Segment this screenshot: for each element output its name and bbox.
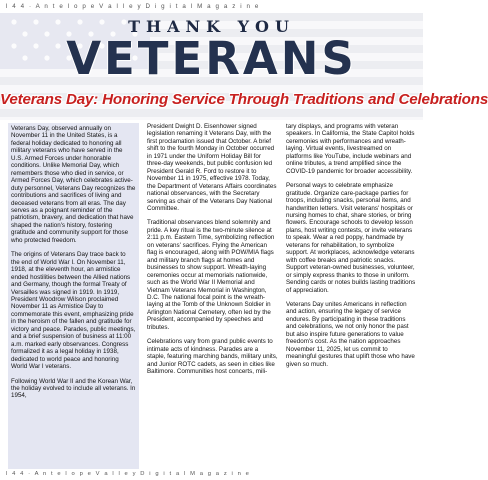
paragraph: tary displays, and programs with veteran speakers. In California, the State Capitol holds ceremonies with performances and wreath-laying. Virtual events, livestreamed on platforms like YouTube, include webinars and online tributes, a trend amplified since the COVID-19 pandemic for broader accessibility. bbox=[286, 123, 415, 175]
footer-text: l 4 4 · A n t e l o p e V a l l e y D i g i t a l M a g a z i n e bbox=[6, 471, 251, 477]
paragraph: Following World War II and the Korean War, the holiday evolved to include all veterans. In 1954, bbox=[11, 377, 136, 400]
page-footer bbox=[0, 471, 423, 480]
veterans-title: VETERANS bbox=[66, 32, 357, 85]
hero-banner bbox=[0, 13, 488, 120]
article-column-1 bbox=[8, 123, 139, 469]
page-header bbox=[0, 0, 423, 13]
article-column-3 bbox=[286, 123, 417, 469]
thank-you-heading: THANK YOU bbox=[128, 17, 295, 36]
paragraph: Veterans Day unites Americans in reflection and action, ensuring the legacy of service endures. By participating in these traditions and celebrations, we not only honor the past but also inspire future generations to value freedom's cost. As the nation approaches November 11, 2025, let us commit to meaningful gestures that uplift those who have given so much. bbox=[286, 300, 415, 368]
header-text: l 4 4 · A n t e l o p e V a l l e y D i g i t a l M a g a z i n e bbox=[6, 3, 260, 10]
article-body bbox=[8, 123, 417, 469]
paragraph: Traditional observances blend solemnity and pride. A key ritual is the two-minute silence at 2:11 p.m. Eastern Time, symbolizing reflection on veterans' sacrifices. Flying the American flag is encouraged, along with POW/MIA flags and military branch flags at homes and businesses to show support. Wreath-laying ceremonies occur at memorials nationwide, such as the World War II Memorial and Vietnam Veterans Memorial in Washington, D.C. The national focal point is the wreath-laying at the Tomb of the Unknown Soldier in Arlington National Cemetery, often led by the President, accompanied by speeches and tributes. bbox=[147, 219, 275, 331]
paragraph: Veterans Day, observed annually on November 11 in the United States, is a federal holiday dedicated to honoring all military veterans who have served in the U.S. Armed Forces under honorable conditions. Unlike Memorial Day, which remembers those who died in service, or Armed Forces Day, which celebrates active-duty personnel, Veterans Day recognizes the contributions and sacrifices of living and deceased veterans from all eras. The day serves as a poignant reminder of the patriotism, bravery, and dedication that have shaped the nation's history, fostering gratitude and community support for those who protected freedom. bbox=[11, 125, 136, 244]
paragraph: Personal ways to celebrate emphasize gratitude. Organize care-package parties for troops, including snacks, personal items, and handwritten letters. Visit veterans' hospitals or nursing homes to chat, share stories, or bring flowers. Encourage schools to develop lesson plans, host writing contests, or invite veterans to speak. Wear a red poppy, handmade by veterans for rehabilitation, to symbolize support. At workplaces, acknowledge veterans with coffee breaks and patriotic snacks. Support veteran-owned businesses, volunteer, or simply express thanks to those in uniform. Sending cards or notes builds lasting traditions of appreciation. bbox=[286, 182, 416, 294]
paragraph: Celebrations vary from grand public events to intimate acts of kindness. Parades are a staple, featuring marching bands, military units, and Junior ROTC cadets, as seen in cities like Baltimore. Communities host concerts, mili- bbox=[147, 338, 278, 376]
paragraph: President Dwight D. Eisenhower signed legislation renaming it Veterans Day, with the first proclamation issued that October. A brief shift to the fourth Monday in October occurred in 1971 under the Uniform Holiday Bill for three-day weekends, but public confusion led President Gerald R. Ford to restore it to November 11 in 1975, effective 1978. Today, the Department of Veterans Affairs coordinates national observances, with the Secretary serving as chair of the Veterans Day National Committee. bbox=[147, 123, 277, 212]
article-column-2 bbox=[147, 123, 278, 469]
article-subtitle: Veterans Day: Honoring Service Through Traditions and Celebrations bbox=[0, 91, 488, 108]
paragraph: The origins of Veterans Day trace back to the end of World War I. On November 11, 1918, at the eleventh hour, an armistice ended hostilities between the Allied nations and Germany, though the formal Treaty of Versailles was signed in 1919. In 1919, President Woodrow Wilson proclaimed November 11 as Armistice Day to commemorate this event, emphasizing pride in the heroism of the fallen and gratitude for victory and peace. Parades, public meetings, and a brief suspension of business at 11:00 a.m. marked early observances. Congress formalized it as a legal holiday in 1938, dedicated to world peace and honoring World War I veterans. bbox=[11, 251, 136, 371]
